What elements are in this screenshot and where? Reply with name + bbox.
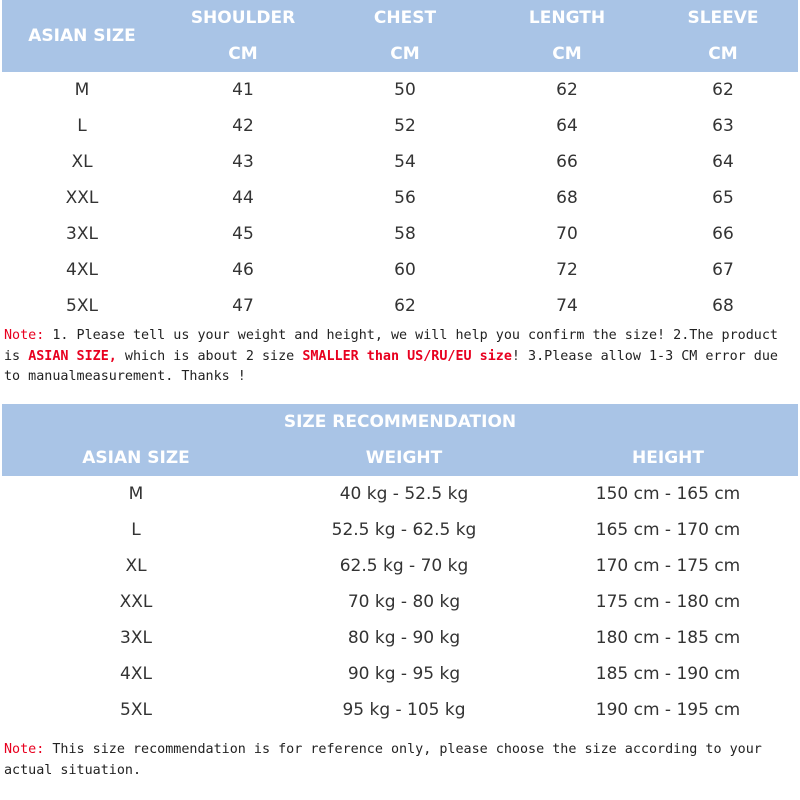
note-text-2: which is about 2 size xyxy=(116,348,303,364)
table-cell: 3XL xyxy=(120,628,152,648)
table-cell: 72 xyxy=(556,260,578,280)
table-cell: 64 xyxy=(556,116,578,136)
table-cell: 52.5 kg - 62.5 kg xyxy=(331,520,477,540)
unit-length: CM xyxy=(552,44,582,64)
table-cell: 66 xyxy=(712,224,734,244)
header-shoulder: SHOULDER xyxy=(190,8,296,28)
table-cell: 185 cm - 190 cm xyxy=(595,664,741,684)
note-smaller: SMALLER than US/RU/EU size xyxy=(302,348,512,364)
table-cell: 170 cm - 175 cm xyxy=(595,556,741,576)
size-chart-header-row xyxy=(2,0,798,36)
table-cell: 44 xyxy=(232,188,254,208)
unit-shoulder: CM xyxy=(228,44,258,64)
table-cell: 95 kg - 105 kg xyxy=(342,700,466,720)
size-chart-table xyxy=(2,0,798,324)
table-cell: 68 xyxy=(556,188,578,208)
table-cell: XXL xyxy=(65,188,99,208)
table-cell: 74 xyxy=(556,296,578,316)
table-cell: 190 cm - 195 cm xyxy=(595,700,741,720)
table-cell: 3XL xyxy=(66,224,98,244)
table-cell: 165 cm - 170 cm xyxy=(595,520,741,540)
header-asian-size: ASIAN SIZE xyxy=(28,26,136,46)
table-cell: L xyxy=(131,520,141,540)
recommendation-row xyxy=(2,584,798,620)
size-chart-row xyxy=(2,288,798,324)
table-cell: 4XL xyxy=(120,664,152,684)
table-cell: 54 xyxy=(394,152,416,172)
size-recommendation-table xyxy=(2,404,798,728)
table-cell: 180 cm - 185 cm xyxy=(595,628,741,648)
header-chest: CHEST xyxy=(373,8,437,28)
table-cell: 56 xyxy=(394,188,416,208)
size-chart-row xyxy=(2,144,798,180)
table-cell: 41 xyxy=(232,80,254,100)
table-cell: XXL xyxy=(119,592,153,612)
table-cell: 67 xyxy=(712,260,734,280)
recommendation-title: SIZE RECOMMENDATION xyxy=(283,412,517,432)
size-note xyxy=(4,326,798,388)
recommendation-row xyxy=(2,476,798,512)
table-cell: 5XL xyxy=(66,296,98,316)
table-cell: 175 cm - 180 cm xyxy=(595,592,741,612)
header-length: LENGTH xyxy=(528,8,606,28)
size-chart-row xyxy=(2,108,798,144)
unit-chest: CM xyxy=(390,44,420,64)
table-cell: 60 xyxy=(394,260,416,280)
table-cell: 5XL xyxy=(120,700,152,720)
table-cell: 90 kg - 95 kg xyxy=(347,664,461,684)
size-chart-row xyxy=(2,216,798,252)
table-cell: 70 xyxy=(556,224,578,244)
note2-text: This size recommendation is for reference only, please choose the size according to your actual situation. xyxy=(4,742,762,778)
note2-label: Note: xyxy=(4,742,45,757)
table-cell: 46 xyxy=(232,260,254,280)
table-cell: 43 xyxy=(232,152,254,172)
recommendation-row xyxy=(2,512,798,548)
table-cell: M xyxy=(74,80,90,100)
recommendation-row xyxy=(2,620,798,656)
table-cell: 50 xyxy=(394,80,416,100)
rec-header-height: HEIGHT xyxy=(632,448,704,468)
table-cell: 40 kg - 52.5 kg xyxy=(339,484,469,504)
table-cell: XL xyxy=(125,556,147,576)
table-cell: M xyxy=(128,484,144,504)
note-asian-size: ASIAN SIZE, xyxy=(28,348,117,364)
table-cell: 47 xyxy=(232,296,254,316)
size-chart-row xyxy=(2,180,798,216)
note-label: Note: xyxy=(4,328,45,343)
table-cell: 62.5 kg - 70 kg xyxy=(339,556,469,576)
table-cell: 62 xyxy=(556,80,578,100)
table-cell: 80 kg - 90 kg xyxy=(347,628,461,648)
recommendation-note xyxy=(4,740,798,781)
table-cell: 68 xyxy=(712,296,734,316)
table-cell: 65 xyxy=(712,188,734,208)
recommendation-row xyxy=(2,656,798,692)
rec-header-weight: WEIGHT xyxy=(365,448,443,468)
unit-sleeve: CM xyxy=(708,44,738,64)
size-chart-row xyxy=(2,72,798,108)
table-cell: L xyxy=(77,116,87,136)
size-chart-row xyxy=(2,252,798,288)
recommendation-row xyxy=(2,548,798,584)
table-cell: 64 xyxy=(712,152,734,172)
note-text-3: ! 3.Please allow 1-3 CM error due to manualmeasurement. Thanks ! xyxy=(4,348,778,384)
table-cell: 52 xyxy=(394,116,416,136)
table-cell: 4XL xyxy=(66,260,98,280)
table-cell: 62 xyxy=(712,80,734,100)
note-text-1: 1. Please tell us your weight and height, we will help you confirm the size! 2.The product is xyxy=(4,328,778,364)
table-cell: 45 xyxy=(232,224,254,244)
recommendation-row xyxy=(2,692,798,728)
table-cell: 66 xyxy=(556,152,578,172)
table-cell: 63 xyxy=(712,116,734,136)
table-cell: 70 kg - 80 kg xyxy=(347,592,461,612)
table-cell: 58 xyxy=(394,224,416,244)
table-cell: 42 xyxy=(232,116,254,136)
recommendation-title-row xyxy=(2,404,798,440)
header-sleeve: SLEEVE xyxy=(687,8,759,28)
rec-header-asian-size: ASIAN SIZE xyxy=(82,448,190,468)
table-cell: 62 xyxy=(394,296,416,316)
recommendation-header-row xyxy=(2,440,798,476)
table-cell: XL xyxy=(71,152,93,172)
table-cell: 150 cm - 165 cm xyxy=(595,484,741,504)
